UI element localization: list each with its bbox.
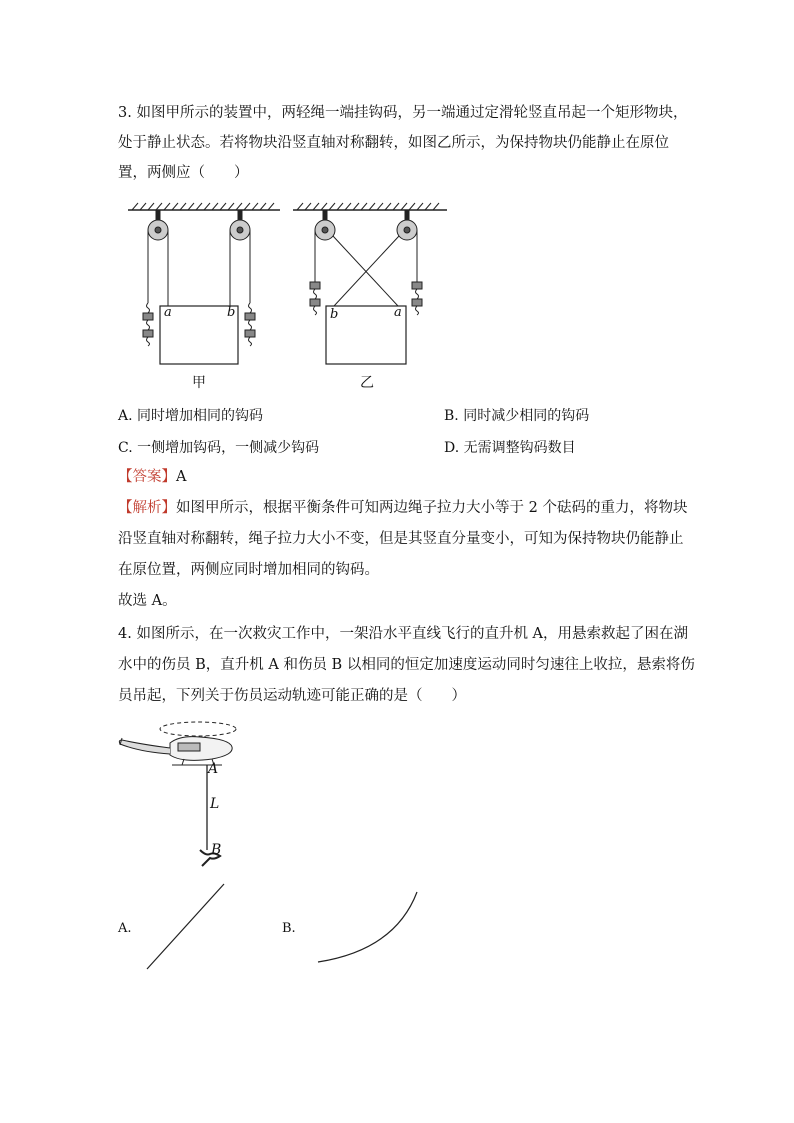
q3-option-b: B. 同时减少相同的钩码	[444, 408, 590, 424]
jia-weights-right	[245, 303, 255, 346]
jia-label-b: b	[227, 305, 236, 320]
q3-option-c: C. 一侧增加钩码，一侧减少钩码	[118, 440, 320, 456]
yi-ceiling	[293, 203, 447, 210]
q3-analysis-line-3: 在原位置，两侧应同时增加相同的钩码。	[118, 562, 379, 578]
option-A-trajectory	[147, 884, 224, 969]
yi-weights-left	[310, 282, 320, 315]
q4-line-2: 水中的伤员 B，直升机 A 和伤员 B 以相同的恒定加速度运动同时匀速往上收拉，悬索将伤	[118, 657, 695, 673]
option-B-trajectory	[318, 892, 417, 962]
jia-label-a: a	[164, 305, 172, 320]
jia-weights-left	[143, 303, 153, 346]
jia-ropes	[148, 230, 250, 306]
answer-value: A	[176, 469, 187, 485]
q4-label-B: B	[211, 842, 222, 858]
q4-option-b: B.	[282, 921, 296, 936]
analysis-text-1: 如图甲所示，根据平衡条件可知两边绳子拉力大小等于 2 个砝码的重力，将物块	[176, 500, 688, 516]
yi-caption: 乙	[360, 375, 374, 391]
jia-pulley-left	[148, 210, 168, 240]
yi-weights-right	[412, 282, 422, 315]
q3-option-a: A. 同时增加相同的钩码	[118, 408, 264, 424]
jia-pulley-right	[230, 210, 250, 240]
yi-label-b: b	[330, 307, 339, 322]
q3-analysis-line-2: 沿竖直轴对称翻转，绳子拉力大小不变，但是其竖直分量变小，可知为保持物块仍能静止	[118, 531, 684, 547]
q3-line-2: 处于静止状态。若将物块沿竖直轴对称翻转，如图乙所示，为保持物块仍能静止在原位	[118, 135, 669, 151]
helicopter-icon	[119, 722, 236, 765]
q4-label-A: A	[208, 761, 219, 777]
q3-analysis-line-1	[118, 498, 687, 518]
q3-answer	[118, 467, 186, 487]
yi-pulley-left	[315, 210, 335, 240]
yi-ropes	[315, 230, 417, 306]
q3-line-3: 置，两侧应（ ）	[118, 165, 249, 181]
yi-pulley-right	[397, 210, 417, 240]
jia-caption: 甲	[192, 375, 206, 391]
q3-line-1: 3. 如图甲所示的装置中，两轻绳一端挂钩码，另一端通过定滑轮竖直吊起一个矩形物块，	[118, 105, 688, 121]
analysis-tag: 【解析】	[118, 500, 176, 516]
answer-tag: 【答案】	[118, 469, 176, 485]
q4-line-1: 4. 如图所示，在一次救灾工作中，一架沿水平直线飞行的直升机 A，用悬索救起了困在湖	[118, 626, 689, 642]
q4-label-L: L	[210, 796, 220, 812]
jia-ceiling	[128, 203, 280, 210]
q3-conclusion: 故选 A。	[118, 593, 177, 609]
yi-label-a: a	[394, 305, 402, 320]
q4-line-3: 员吊起，下列关于伤员运动轨迹可能正确的是（ ）	[118, 688, 466, 704]
q3-option-d: D. 无需调整钩码数目	[444, 440, 576, 456]
q4-option-a: A.	[118, 921, 132, 936]
